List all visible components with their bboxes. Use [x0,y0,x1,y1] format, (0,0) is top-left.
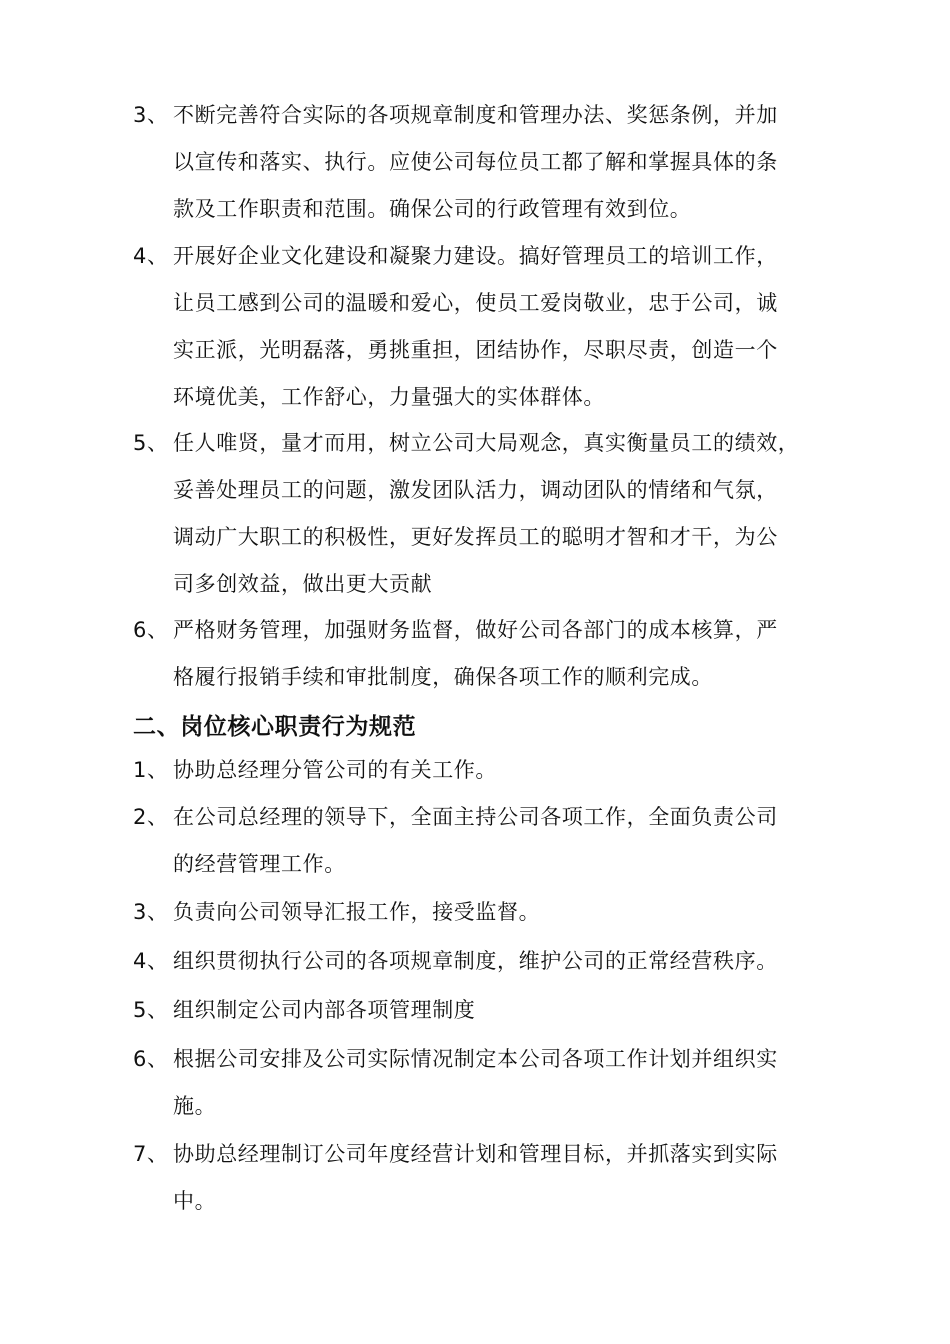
list-item-line: 的经营管理工作。 [173,852,346,876]
list-item-number: 1、 [133,758,169,782]
list-item-number: 3、 [133,103,169,127]
list-item-line: 中。 [173,1189,217,1213]
list-item [133,233,853,421]
list-item-line: 以宣传和落实、执行。应使公司每位员工都了解和掌握具体的条 [173,150,778,174]
list-item-line [133,92,853,139]
list-item-line [133,1036,853,1083]
list-item [133,1131,853,1225]
list-item-line [133,889,853,936]
list-item-text: 开展好企业文化建设和凝聚力建设。搞好管理员工的培训工作， [173,244,778,268]
list-item [133,420,853,608]
section-heading: 二、岗位核心职责行为规范 [133,714,417,740]
list-item-text: 负责向公司领导汇报工作，接受监督。 [173,900,541,924]
list-item-line: 妥善处理员工的问题，激发团队活力，调动团队的情绪和气氛， [173,478,778,502]
list-item-number: 6、 [133,1047,169,1071]
list-item [133,938,853,985]
list-item-text: 根据公司安排及公司实际情况制定本公司各项工作计划并组织实 [173,1047,778,1071]
list-item [133,889,853,936]
list-item-line: 实正派，光明磊落，勇挑重担，团结协作，尽职尽责，创造一个 [173,338,778,362]
list-item-line [133,607,853,654]
list-item-line [133,233,853,280]
list-item-number: 4、 [133,244,169,268]
list-item [133,987,853,1034]
list-item-number: 4、 [133,949,169,973]
list-item [133,794,853,888]
list-item-number: 6、 [133,618,169,642]
list-item-line [133,938,853,985]
list-item-number: 7、 [133,1142,169,1166]
list-item-line [133,794,853,841]
list-item-number: 2、 [133,805,169,829]
list-item [133,607,853,701]
list-item-line: 格履行报销手续和审批制度，确保各项工作的顺利完成。 [173,665,713,689]
list-item-line: 施。 [173,1094,217,1118]
list-item-number: 5、 [133,998,169,1022]
list-item-line: 让员工感到公司的温暖和爱心，使员工爱岗敬业，忠于公司，诚 [173,291,778,315]
list-item-line: 环境优美，工作舒心，力量强大的实体群体。 [173,385,605,409]
list-item-text: 组织贯彻执行公司的各项规章制度，维护公司的正常经营秩序。 [173,949,778,973]
list-item-line: 款及工作职责和范围。确保公司的行政管理有效到位。 [173,197,692,221]
list-item [133,92,853,233]
list-item-text: 任人唯贤，量才而用，树立公司大局观念，真实衡量员工的绩效， [173,431,800,455]
list-item-text: 协助总经理分管公司的有关工作。 [173,758,497,782]
list-item-text: 不断完善符合实际的各项规章制度和管理办法、奖惩条例，并加 [173,103,778,127]
list-item-line: 司多创效益，做出更大贡献 [173,572,433,596]
list-item-line [133,987,853,1034]
list-item-text: 组织制定公司内部各项管理制度 [173,998,476,1022]
list-item-line [133,1131,853,1178]
list-item-text: 严格财务管理，加强财务监督，做好公司各部门的成本核算，严 [173,618,778,642]
list-item-text: 协助总经理制订公司年度经营计划和管理目标，并抓落实到实际 [173,1142,778,1166]
list-item [133,747,853,794]
list-item-line: 调动广大职工的积极性，更好发挥员工的聪明才智和才干，为公 [173,525,778,549]
list-item [133,1036,853,1130]
list-item-number: 5、 [133,431,169,455]
list-item-line [133,420,853,467]
list-item-text: 在公司总经理的领导下，全面主持公司各项工作，全面负责公司 [173,805,778,829]
list-item-line [133,747,853,794]
list-item-number: 3、 [133,900,169,924]
